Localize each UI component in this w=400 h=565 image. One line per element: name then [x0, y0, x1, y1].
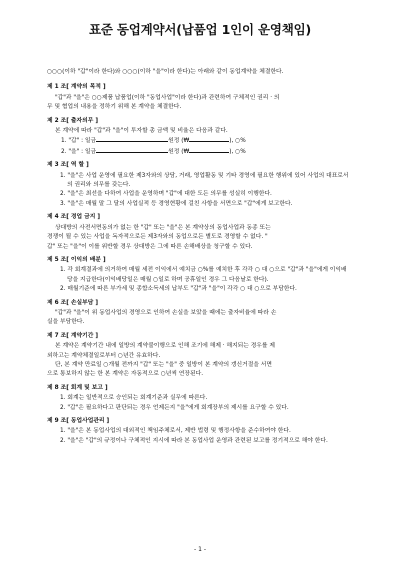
invest-mid: 원정 (₩	[168, 148, 190, 155]
intro-paragraph: ○○○(이하 "갑"이라 한다)와 ○○○(이하 "을"이라 한다)는 아래와 같이 동업계약을 체결한다.	[47, 69, 284, 75]
article-heading: 제 6 조[ 손실부담 ]	[47, 299, 99, 306]
article-line: 경쟁이 될 수 있는 사업을 독자적으로든 제3자와의 동업으로든 별도로 경영할 수 없다. "	[47, 234, 268, 241]
article-item: 1. "을"은 본 동업사업의 대외적인 책임주체로서, 제반 법령 및 행정사항을 준수하여야 한다.	[60, 428, 291, 435]
blank-line	[96, 136, 168, 142]
article-8	[47, 384, 352, 413]
article-heading: 제 3 조[ 역 할 ]	[47, 162, 89, 169]
invest-row	[47, 147, 352, 157]
article-9	[47, 417, 352, 446]
article-line: "갑"과 "을"이 위 동업사업의 경영으로 인하여 손실을 보았을 때에는 출자비율에 따라 손	[55, 309, 277, 316]
article-item: 3. "을"은 매월 말 그 달의 사업실적 등 경영현황에 걸친 사항을 서면으로 "갑"에게 보고한다.	[60, 200, 293, 207]
article-line: 외하고는 계약체결일로부터 ○년간 유효하다.	[47, 352, 161, 359]
invest-mid: 원정 (₩	[168, 138, 190, 145]
invest-row	[47, 136, 352, 146]
article-heading: 제 4 조[ 경업 금지 ]	[47, 214, 101, 221]
article-6	[47, 299, 352, 328]
article-line: 상대방의 사전서면동의가 없는 한 "갑" 또는 "을"은 본 계약상의 동업사업과 동종 또는	[55, 224, 271, 231]
invest-label: 2. "을" : 일금	[61, 148, 97, 155]
document-title: 표준 동업계약서(납품업 1인이 운영책임)	[89, 22, 311, 37]
article-line: 실을 부담한다.	[47, 319, 85, 326]
article-line: "갑"과 "을"은 ○○제품 납품업(이하 "동업사업"이라 한다)과 관련하여 구체적인 권리 · 의	[55, 94, 280, 101]
article-line: 본 계약은 계약기간 내에 일방의 계약불이행으로 인해 조기에 해제 · 해지되는 경우를 제	[55, 343, 275, 350]
article-line: 단, 본 계약 만료일 ○개월 전까지 "갑" 또는 "을" 중 일방이 본 계약의 갱신거절을 서면	[55, 361, 272, 368]
article-item: 2. "을"은 최선을 다하여 사업을 운영하며 "갑"에 대한 도든 의무를 성실히 이행한다.	[60, 191, 272, 198]
article-item: 1. 각 회계결과에 의거하여 매월 세전 이익에서 예치금 ○%를 예치한 후 각각 ○ 대 ○으로 "갑"과 "을"에게 이익배당을 지급한다(이익배당일은 매월 ○일로 하며 공휴일인 경우 그 다음날로 한다).	[60, 267, 347, 283]
article-item: 2. "을"은 "갑"의 규정이나 구체적인 지시에 따라 본 동업사업 운영과 관련된 보고를 정기적으로 해야 한다.	[60, 437, 328, 444]
article-heading: 제 8 조[ 회계 및 보고 ]	[47, 384, 108, 391]
article-line: 본 계약에 따라 "갑"과 "을"이 투자할 총 금액 및 비율은 다음과 같다.	[55, 128, 228, 135]
article-2	[47, 117, 352, 158]
article-line: 무 및 협업의 내용을 정하기 위해 본 계약을 체결한다.	[47, 104, 182, 111]
article-line: 으로 통보하지 않는 한 본 계약은 자동적으로 ○년씩 연장된다.	[47, 371, 204, 378]
article-3	[47, 161, 352, 209]
article-item: 1. 회계는 일반적으로 승인되는 회계기준과 실무에 따른다.	[60, 395, 208, 402]
article-item: 1. "을"은 사업 운영에 필요한 제3자와의 상담, 거래, 영업활동 및 기타 경영에 필요한 행위에 있어 사업의 대표로서의 권리와 의무를 갖는다.	[60, 172, 349, 189]
article-item: 2. 매월기준에 따른 부가세 및 종합소득세의 납부도 "갑"과 "을"이 각각 ○ 대 ○으로 부담한다.	[60, 286, 297, 293]
document-body	[47, 68, 352, 450]
invest-post: ), ○%	[229, 138, 246, 145]
article-heading: 제 5 조[ 이익의 배분 ]	[47, 256, 106, 263]
article-1	[47, 83, 352, 112]
blank-line	[189, 136, 229, 142]
page-number: - 1 -	[194, 546, 206, 553]
blank-line	[189, 147, 229, 153]
article-heading: 제 9 조[ 동업사업관리 ]	[47, 418, 110, 424]
article-line: 갑" 또는 "을"이 이를 위반할 경우 상대방은 그에 따른 손해배상을 청구할 수 있다.	[47, 243, 253, 250]
article-4	[47, 213, 352, 252]
article-heading: 제 1 조[ 계약의 목적 ]	[47, 84, 106, 91]
article-heading: 제 2 조[ 출자의무 ]	[47, 117, 99, 124]
article-7	[47, 332, 352, 380]
article-item: 2. "갑"은 필요하다고 판단되는 경우 언제든지 "을"에게 회계장부의 제시를 요구할 수 있다.	[60, 404, 289, 411]
article-heading: 제 7 조[ 계약기간 ]	[47, 332, 99, 339]
blank-line	[96, 147, 168, 153]
article-5	[47, 256, 352, 295]
invest-post: ), ○%	[229, 148, 246, 155]
invest-label: 1. "갑" : 일금	[61, 138, 97, 145]
